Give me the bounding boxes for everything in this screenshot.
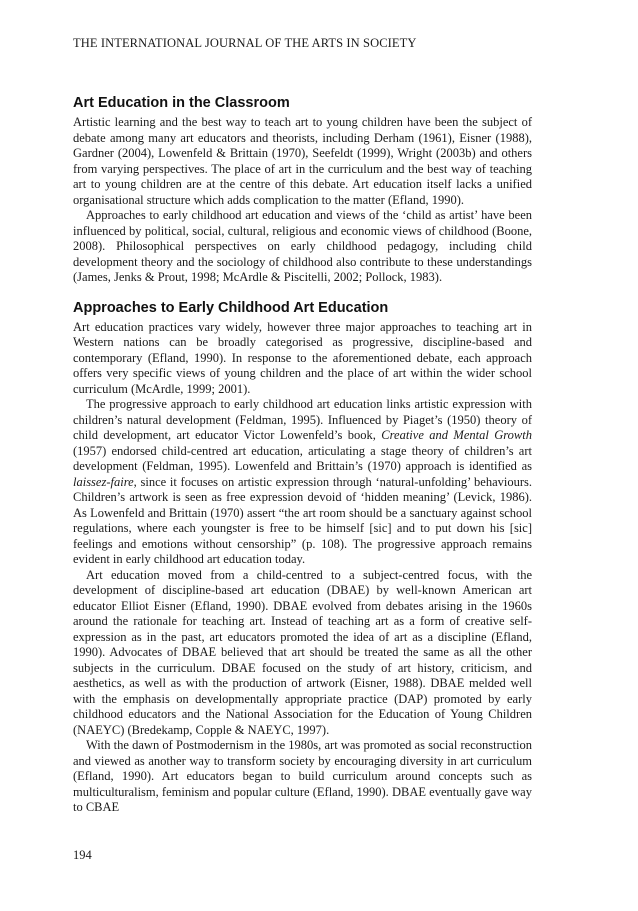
- paragraph-progressive: [73, 397, 532, 568]
- running-head: THE INTERNATIONAL JOURNAL OF THE ARTS IN SOCIETY: [73, 36, 417, 50]
- page-number: 194: [73, 848, 92, 862]
- section-heading-approaches: Approaches to Early Childhood Art Education: [73, 299, 389, 316]
- body-content: [73, 95, 532, 816]
- text-span: The progressive approach to early childhood art education links artistic expression with children’s natural development (Feldman, 1995). Influenced by Piaget’s (1950) theory of child development, art educator Victor Lowenfeld’s book,: [73, 397, 532, 442]
- italic-term: laissez-faire: [73, 474, 134, 489]
- paragraph: Approaches to early childhood art education and views of the ‘child as artist’ have been influenced by political, social, cultural, religious and economic views of childhood (Boone, 2008). Philosophical perspectives on early childhood pedagogy, including child development theory and the sociology of childhood also contribute to these understandings (James, Jenks & Prout, 1998; McArdle & Piscitelli, 2002; Pollock, 1983).: [73, 208, 532, 284]
- section-heading-art-education: Art Education in the Classroom: [73, 95, 290, 111]
- book-title: Creative and Mental Growth: [381, 428, 532, 442]
- paragraph: Artistic learning and the best way to teach art to young children have been the subject of debate among many art educators and theorists, including Derham (1961), Eisner (1988), Gardner (2004), Lowenfeld & Brittain (1970), Seefeldt (1999), Wright (2003b) and others from varying perspectives. The place of art in the curriculum and the best way of teaching art to young children are at the centre of this debate. Art education itself lacks a unified organisational structure which adds complication to the matter (Efland, 1990).: [73, 115, 532, 207]
- paragraph: With the dawn of Postmodernism in the 1980s, art was promoted as social reconstruction and viewed as another way to transform society by encouraging diversity in art curriculum (Efland, 1990). Art educators began to build curriculum around concepts such as multiculturalism, feminism and popular culture (Efland, 1990). DBAE eventually gave way to CBAE: [73, 738, 532, 814]
- paragraph: Art education practices vary widely, however three major approaches to teaching art in Western nations can be broadly categorised as progressive, discipline-based and contemporary (Efland, 1990). In response to the aforementioned debate, each approach offers very specific views of young children and the place of art within the wider school curriculum (McArdle, 1999; 2001).: [73, 319, 532, 396]
- paragraph: Art education moved from a child-centred to a subject-centred focus, with the development of discipline-based art education (DBAE) by well-known American art educator Elliot Eisner (Efland, 1990). DBAE evolved from debates arising in the 1960s around the rationale for teaching art. Instead of teaching art as a form of creative self-expression as in the past, art educators promoted the idea of art as a discipline (Efland, 1990). Advocates of DBAE believed that art should be treated the same as all the other subjects in the curriculum. DBAE focused on the study of art history, criticism, and aesthetics, as well as with the production of artwork (Eisner, 1988). DBAE melded well with the emphasis on developmentally appropriate practice (DAP) promoted by early childhood educators and the National Association for the Education of Young Children (NAEYC) (Bredekamp, Copple & NAEYC, 1997).: [73, 567, 532, 737]
- text-span: (1957) endorsed child-centred art education, articulating a stage theory of children’s art development (Feldman, 1995). Lowenfeld and Brittain’s (1970) approach is identified as: [73, 443, 532, 473]
- text-span: , since it focuses on artistic expression through ‘natural-unfolding’ behaviours. Children’s artwork is seen as free expression devoid of ‘hidden meaning’ (Levick, 1986). As Lowenfeld and Brittain (1970) assert “the art room should be a sanctuary against school regulations, where each youngster is free to be himself [sic] and to put down his [sic] feelings and emotions without censorship” (p. 108). The progressive approach remains evident in early childhood art education today.: [73, 474, 532, 566]
